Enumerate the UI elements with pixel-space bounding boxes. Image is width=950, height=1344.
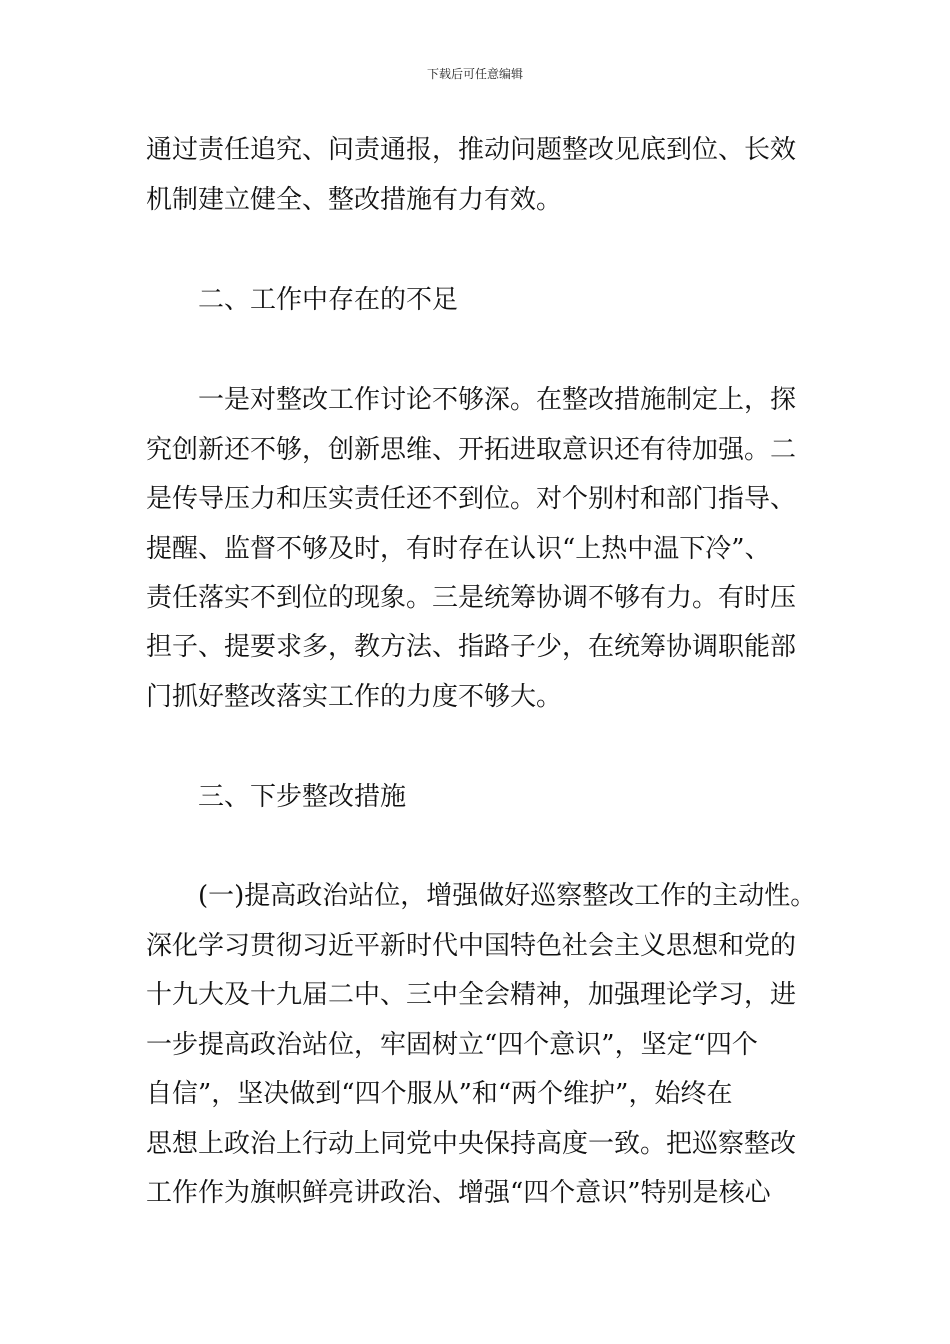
text-line: 究创新还不够，创新思维、开拓进取意识还有待加强。二	[146, 435, 797, 465]
page-header: 下载后可任意编辑	[426, 67, 523, 81]
text-line: 一是对整改工作讨论不够深。在整改措施制定上，探	[198, 385, 797, 415]
text-line: 机制建立健全、整改措施有力有效。	[146, 185, 563, 215]
text-line: 十九大及十九届二中、三中全会精神，加强理论学习，进	[146, 980, 797, 1010]
section-heading-3: 三、下步整改措施	[198, 782, 407, 812]
text-line: 是传导压力和压实责任还不到位。对个别村和部门指导、	[146, 484, 797, 514]
text-line: 通过责任追究、问责通报，推动问题整改见底到位、长效	[146, 135, 797, 165]
text-line: 门抓好整改落实工作的力度不够大。	[146, 682, 563, 712]
text-line: 工作作为旗帜鲜亮讲政治、增强“四个意识”特别是核心	[146, 1178, 771, 1208]
section-heading-2: 二、工作中存在的不足	[198, 285, 459, 315]
text-line: 担子、提要求多，教方法、指路子少，在统筹协调职能部	[146, 632, 797, 662]
text-line: 深化学习贯彻习近平新时代中国特色社会主义思想和党的	[146, 931, 797, 961]
text-line: (一)提高政治站位，增强做好巡察整改工作的主动性。	[198, 881, 817, 911]
text-line: 责任落实不到位的现象。三是统筹协调不够有力。有时压	[146, 583, 797, 613]
text-line: 自信”，坚决做到“四个服从”和“两个维护”，始终在	[146, 1079, 733, 1109]
text-line: 提醒、监督不够及时，有时存在认识“上热中温下冷”、	[146, 534, 771, 564]
text-line: 思想上政治上行动上同党中央保持高度一致。把巡察整改	[146, 1129, 797, 1159]
text-line: 一步提高政治站位，牢固树立“四个意识”，坚定“四个	[146, 1030, 758, 1060]
